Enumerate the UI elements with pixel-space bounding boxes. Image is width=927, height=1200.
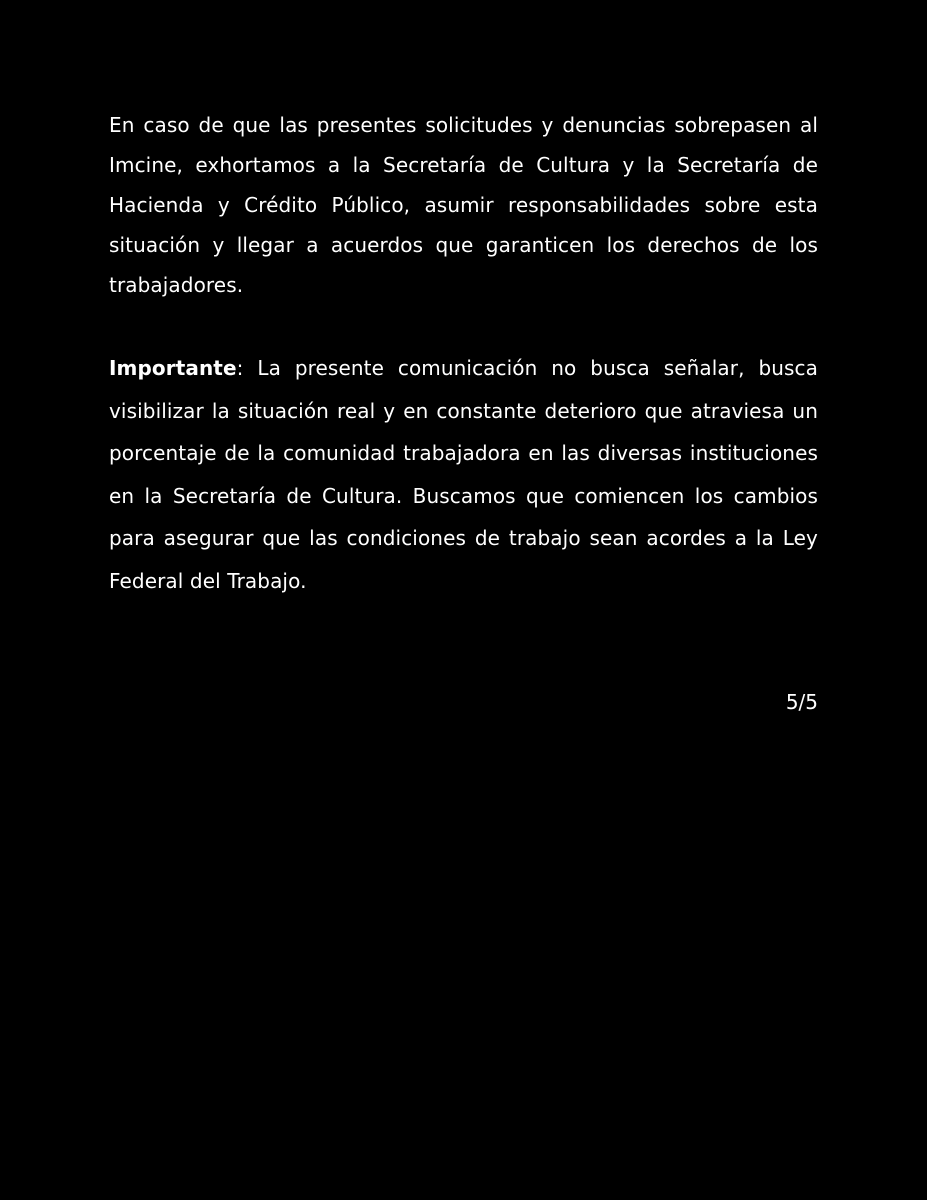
page-number: 5/5 — [785, 690, 818, 714]
paragraph-exhortation: En caso de que las presentes solicitudes y denuncias sobrepasen al Imcine, exhortamos a la Secretaría de Cultura y la Secretaría de Hacienda y Crédito Público, asumir responsabilidades sobre esta situación y llegar a acuerdos que garanticen los derechos de los trabajadores. — [109, 113, 818, 297]
document-body — [109, 105, 818, 602]
important-body: : La presente comunicación no busca señalar, busca visibilizar la situación real y en constante deterioro que atraviesa un porcentaje de la comunidad trabajadora en las diversas instituciones en la Secretaría de Cultura. Buscamos que comiencen los cambios para asegurar que las condiciones de trabajo sean acordes a la Ley Federal del Trabajo. — [109, 356, 818, 593]
paragraph-important — [109, 347, 818, 602]
important-label: Importante — [109, 356, 237, 380]
